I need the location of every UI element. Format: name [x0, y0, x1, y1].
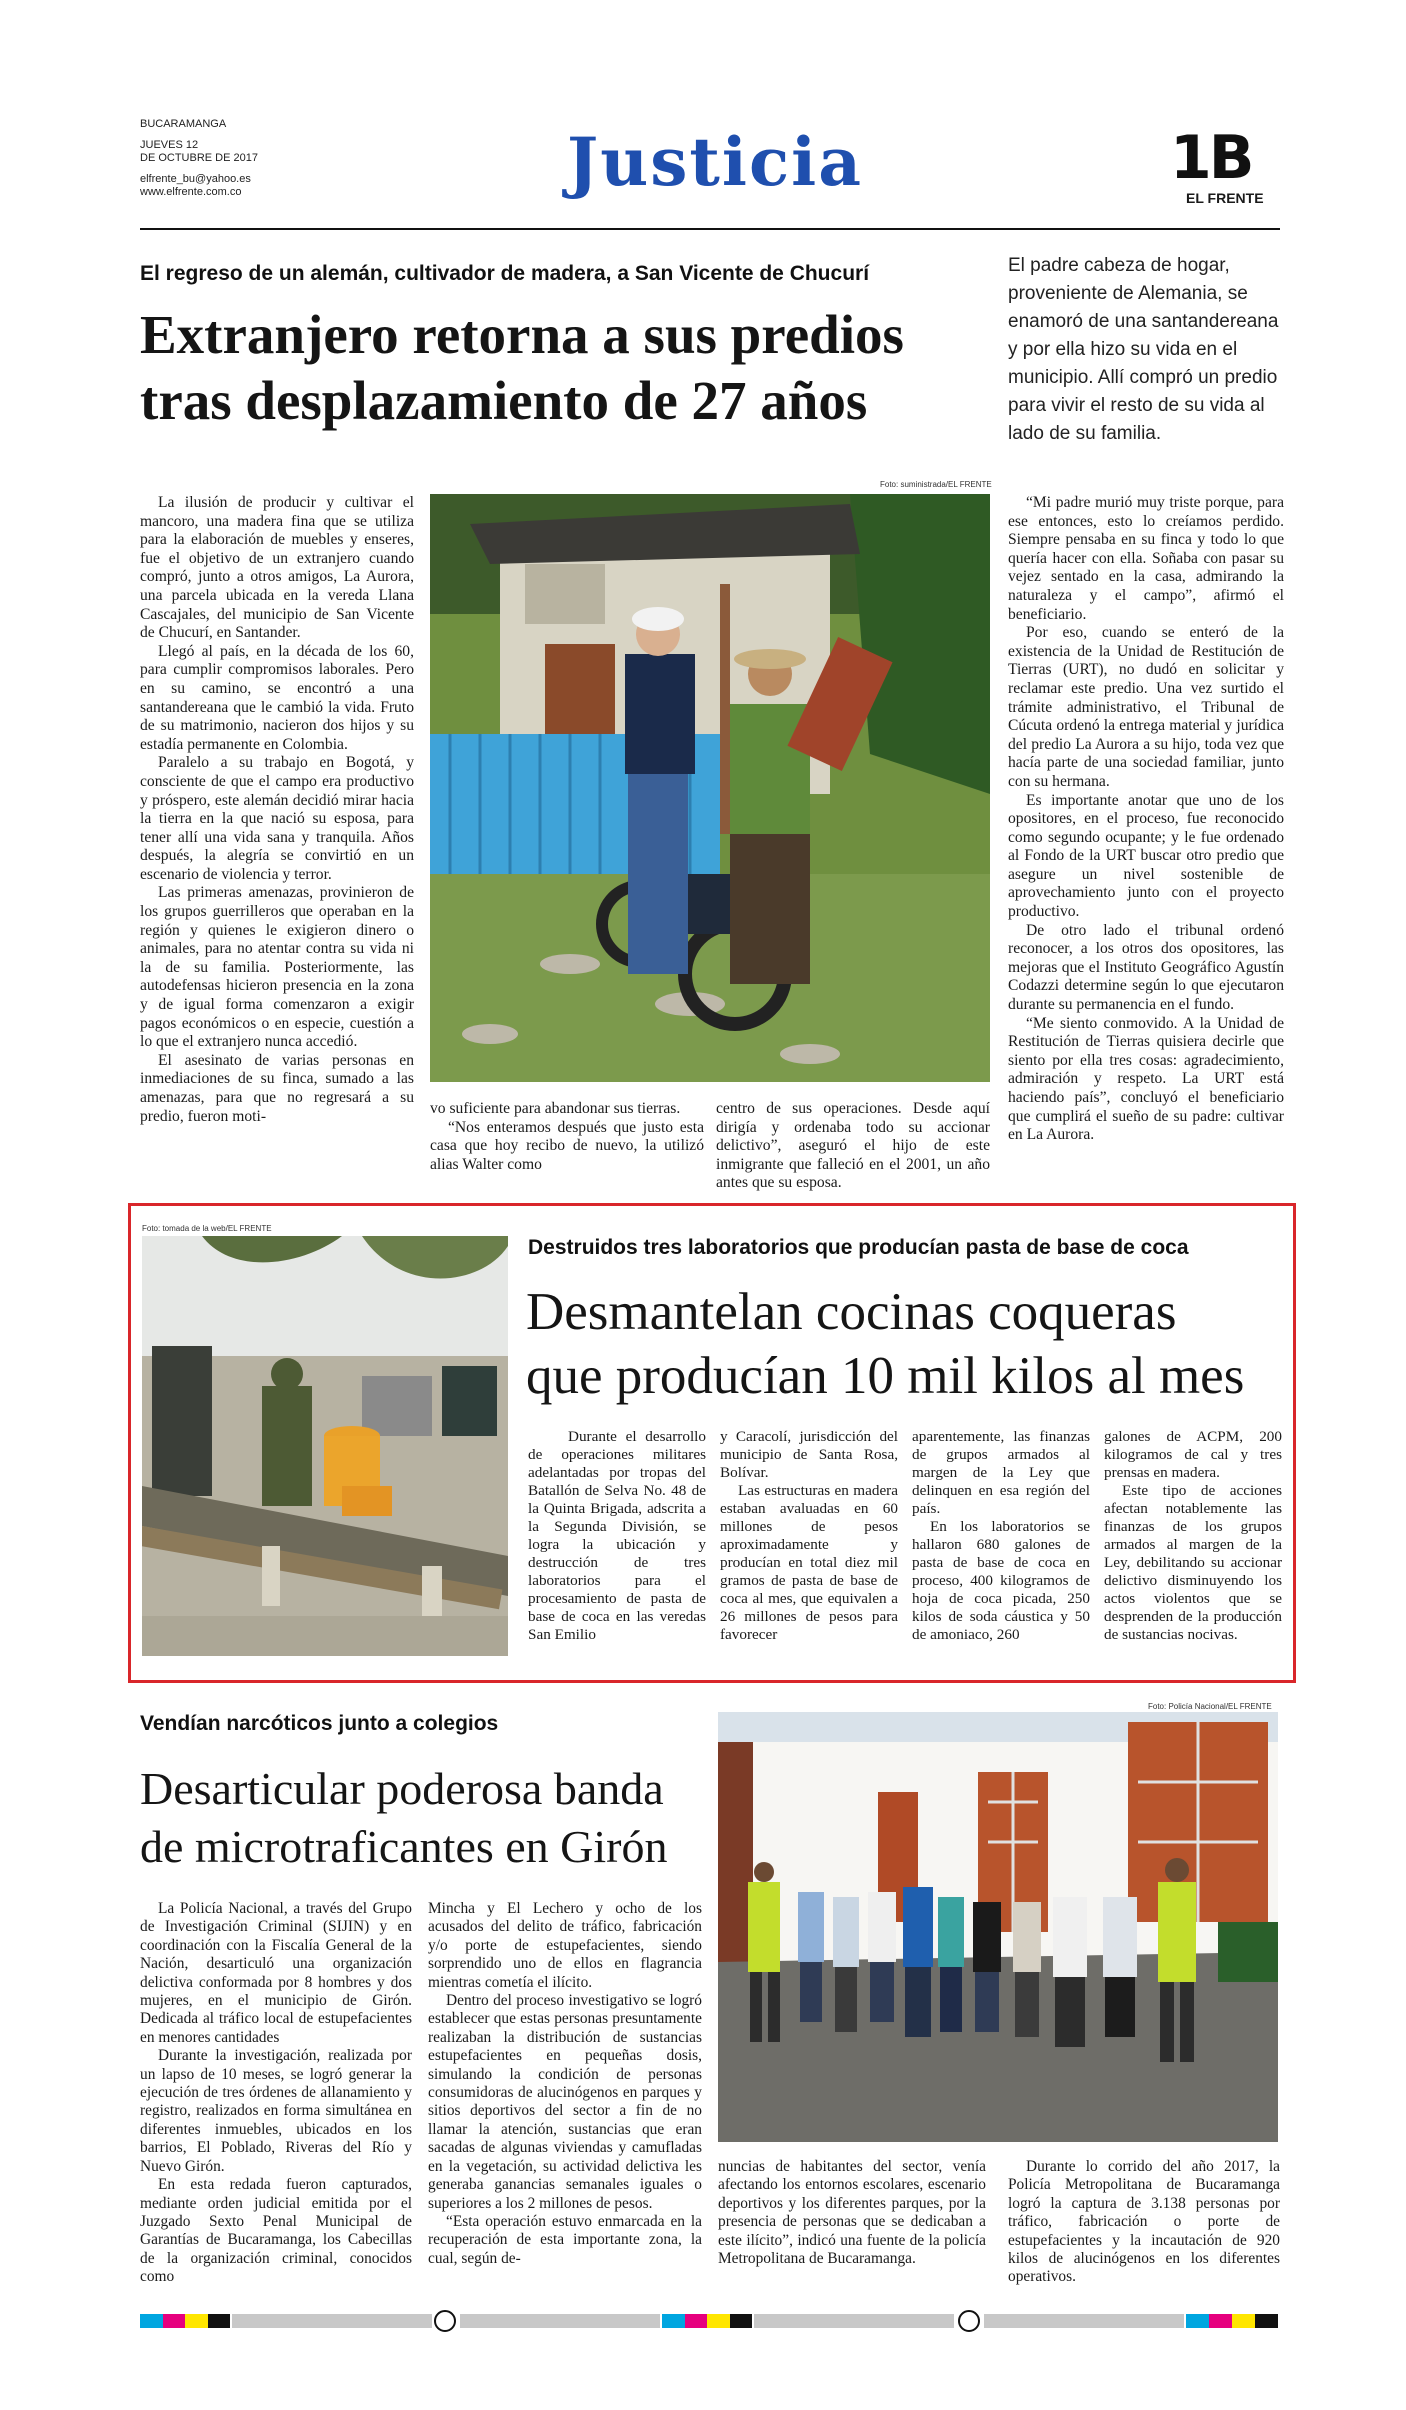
registration-target-icon [958, 2310, 980, 2332]
article1-headline-line2: tras desplazamiento de 27 años [140, 370, 868, 431]
email: elfrente_bu@yahoo.es [140, 173, 251, 185]
article3-kicker: Vendían narcóticos junto a colegios [140, 1712, 499, 1735]
article2-photo [142, 1236, 508, 1656]
paragraph: Mincha y El Lechero y ocho de los acusados del delito de tráfico, fabricación y/o porte de estupefacientes, siendo sorprendido uno de ellos en flagrancia mientras cometía el ilícito. [428, 1900, 702, 1991]
paragraph: La ilusión de producir y cultivar el mancoro, una madera fina que se utiliza para la elaboración de muebles y enseres, fue el objetivo de un extranjero cuando compró, junto a otros amigos, La Aurora, una parcela ubicada en la vereda Llana Cascajales, del municipio de San Vicente de Chucurí, en Santander. [140, 494, 414, 642]
paragraph: “Me siento conmovido. A la Unidad de Restitución de Tierras quisiera decirle que siento por ella tres cosas: agradecimiento, admiración y respeto. La URT está haciendo país”, concluyó el beneficiario que cumplirá el sueño de su padre: cultivar en La Aurora. [1008, 1014, 1284, 1144]
article3-col2 [428, 1900, 702, 2268]
paragraph: Durante el desarrollo de operaciones militares adelantadas por tropas del Batallón de Selva No. 48 de la Quinta Brigada, adscrita a la Segunda División, se logra la ubicación y destrucción de tres laboratorios para el procesamiento de pasta de base de coca en las veredas San Emilio [528, 1428, 706, 1643]
paragraph: “Esta operación estuvo enmarcada en la recuperación de esta importante zona, la cual, según de- [428, 2212, 702, 2267]
article2-col3 [912, 1428, 1090, 1644]
paragraph: Por eso, cuando se enteró de la existencia de la Unidad de Restitución de Tierras (URT), no dudó en solicitar y reclamar este predio. Una vez surtido el trámite administrativo, el Tribunal de Cúcuta ordenó la entrega material y jurídica del predio La Aurora a su hijo, toda vez que hacía parte de una sociedad familiar, junto con su hermana. [1008, 624, 1284, 790]
gray-bar [232, 2314, 432, 2328]
registration-target-icon [434, 2310, 456, 2332]
paragraph: El asesinato de varias personas en inmediaciones de su finca, sumado a las amenazas, para que no regresará a su predio, fueron moti- [140, 1051, 414, 1125]
paragraph: galones de ACPM, 200 kilogramos de cal y tres prensas en madera. [1104, 1428, 1282, 1481]
paragraph: nuncias de habitantes del sector, venía afectando los entornos escolares, escenario deportivos y los diferentes parques, por la presencia de personas que se dedicaban a este ilícito”, indicó una fuente de la policía Metropolitana de Bucaramanga. [718, 2158, 986, 2268]
article1-col2 [430, 1100, 704, 1174]
paragraph: Las primeras amenazas, provinieron de los grupos guerrilleros que operaban en la región y quienes le exigieron dinero o animales, para no atentar contra su vida ni la de su familia. Posteriormente, las autodefensas hicieron presencia en la zona y de igual forma comenzaron a exigir pagos económicos o en especie, cuestión a lo que el extranjero nunca accedió. [140, 884, 414, 1051]
color-registration-bar [140, 2314, 230, 2328]
paragraph: Paralelo a su trabajo en Bogotá, y consciente de que el campo era productivo y próspero, este alemán decidió mirar hacia la tierra en la que nació su esposa, para tener allí una vida sana y tranquila. Años después, la alegría se convirtió en un escenario de violencia y terror. [140, 754, 414, 883]
paragraph: “Mi padre murió muy triste porque, para ese entonces, esto lo creíamos perdido. Siempre pensaba en su finca y todo lo que quería hacer con ella. Soñaba con pasar su vejez sentado en la casa, admirando la naturaleza y el campo”, afirmó el beneficiario. [1008, 494, 1284, 623]
gray-bar [984, 2314, 1184, 2328]
article3-headline-line2: de microtraficantes en Girón [140, 1821, 668, 1872]
article2-col4 [1104, 1428, 1282, 1644]
paragraph: En esta redada fueron capturados, mediante orden judicial emitida por el Juzgado Sexto Penal Municipal de Garantías de Bucaramanga, los Cabecillas de la organización criminal, conocidos como [140, 2176, 412, 2286]
website: www.elfrente.com.co [140, 186, 242, 198]
color-registration-bar [662, 2314, 752, 2328]
paragraph: En los laboratorios se hallaron 680 galones de pasta de base de coca en proceso, 400 kilogramos de hoja de coca picada, 250 kilos de soda cáustica y 50 de amoniaco, 260 [912, 1518, 1090, 1643]
paragraph: “Nos enteramos después que justo esta casa que hoy recibo de nuevo, la utilizó alias Walter como [430, 1118, 704, 1173]
color-registration-bar [1186, 2314, 1278, 2328]
date-line1: JUEVES 12 [140, 139, 199, 151]
article3-col1 [140, 1900, 412, 2287]
city: BUCARAMANGA [140, 118, 227, 130]
article1-photo [430, 494, 990, 1082]
paragraph: centro de sus operaciones. Desde aquí dirigía y ordenaba todo su accionar delictivo”, aseguró el hijo de este inmigrante que falleció en el 2001, un año antes que su esposa. [716, 1100, 990, 1192]
paragraph: Durante lo corrido del año 2017, la Policía Metropolitana de Bucaramanga logró la captura de 3.138 personas por tráfico, fabricación o porte de estupefacientes y la incautación de 920 kilos de alucinógenos en los diferentes operativos. [1008, 2158, 1280, 2286]
paragraph: La Policía Nacional, a través del Grupo de Investigación Criminal (SIJIN) y en coordinación con la Fiscalía General de la Nación, desarticuló una organización delictiva conformada por 8 hombres y dos mujeres, en el municipio de Girón. Dedicada al tráfico local de estupefacientes en menores cantidades [140, 1900, 412, 2046]
article2-photo-credit: Foto: tomada de la web/EL FRENTE [142, 1224, 272, 1233]
paragraph: Dentro del proceso investigativo se logró establecer que estas personas presuntamente realizaban la distribución de sustancias estupefacientes en pequeñas dosis, simulando la condición de personas consumidoras de alucinógenos en parques y sitios deportivos del sector a fin de no llamar la atención, sustancias que eran sacadas de algunas viviendas y camufladas en la vegetación, su actividad delictiva les generaba ganancias semanales iguales o superiores a los 2 millones de pesos. [428, 1992, 702, 2212]
article2-headline-line1: Desmantelan cocinas coqueras [526, 1283, 1177, 1341]
article1-col1 [140, 494, 414, 1126]
article3-photo-credit: Foto: Policía Nacional/EL FRENTE [1148, 1702, 1272, 1711]
paragraph: Es importante anotar que uno de los opositores, en el proceso, fue reconocido como segundo ocupante; y le fue ordenado al Fondo de la URT buscar otro predio que asegure un nivel sostenible de aprovechamiento junto con el proyecto productivo. [1008, 791, 1284, 921]
paragraph: Durante la investigación, realizada por un lapso de 10 meses, se logró generar la ejecución de tres órdenes de allanamiento y registro, realizados en forma simultánea en diferentes inmuebles, ubicados en los barrios, El Poblado, Riveras del Río y Nuevo Girón. [140, 2047, 412, 2175]
article1-kicker: El regreso de un alemán, cultivador de madera, a San Vicente de Chucurí [140, 262, 870, 285]
paragraph: Llegó al país, en la década de los 60, para cumplir compromisos laborales. Pero en su camino, se encontró a una santandereana que le cambió la vida. Fruto de su matrimonio, nacieron dos hijos y su estadía permanente en Colombia. [140, 642, 414, 753]
article3-headline-line1: Desarticular poderosa banda [140, 1763, 664, 1814]
paragraph: Este tipo de acciones afectan notablemente las finanzas de los grupos armados al margen de la Ley, debilitando su accionar delictivo disminuyendo los actos violentos que se desprenden de la producción de sustancias nocivas. [1104, 1482, 1282, 1643]
article1-photo-credit: Foto: suministrada/EL FRENTE [880, 480, 992, 489]
section-title: Justicia [567, 123, 863, 201]
article2-headline [526, 1280, 1286, 1408]
article2-col2 [720, 1428, 898, 1644]
paragraph: Las estructuras en madera estaban avaluadas en 60 millones de pesos aproximadamente y producían en total diez mil gramos de pasta de base de coca al mes, que equivalen a 26 millones de pesos para favorecer [720, 1482, 898, 1643]
article1-lede: El padre cabeza de hogar, proveniente de Alemania, se enamoró de una santandereana y por ella hizo su vida en el municipio. Allí compró un predio para vivir el resto de su vida al lado de su familia. [1008, 255, 1279, 444]
article1-col4 [1008, 494, 1284, 1145]
paragraph: aparentemente, las finanzas de grupos armados al margen de la Ley que delinquen en esa región del país. [912, 1428, 1090, 1517]
header-rule [140, 228, 1280, 230]
paragraph: De otro lado el tribunal ordenó reconocer, a los otros dos opositores, las mejoras que el Instituto Geográfico Agustín Codazzi determine según lo que ejecutaron durante su permanencia en el fundo. [1008, 921, 1284, 1014]
gray-bar [460, 2314, 660, 2328]
paragraph: y Caracolí, jurisdicción del municipio de Santa Rosa, Bolívar. [720, 1428, 898, 1481]
gray-bar [754, 2314, 954, 2328]
article3-photo [718, 1712, 1278, 2142]
header-info [140, 118, 340, 199]
publication-name: EL FRENTE [1186, 190, 1264, 206]
article2-col1 [528, 1428, 706, 1644]
page-number: 1B [1170, 123, 1252, 193]
article3-col3 [718, 2158, 986, 2268]
article2-kicker: Destruidos tres laboratorios que producían pasta de base de coca [528, 1236, 1189, 1259]
date-line2: DE OCTUBRE DE 2017 [140, 152, 258, 164]
article3-col4 [1008, 2158, 1280, 2287]
article1-headline-line1: Extranjero retorna a sus predios [140, 304, 904, 365]
article1-col3 [716, 1100, 990, 1193]
article2-headline-line2: que producían 10 mil kilos al mes [526, 1347, 1245, 1405]
paragraph: vo suficiente para abandonar sus tierras. [430, 1100, 681, 1117]
article3-headline [140, 1760, 720, 1876]
article1-headline [140, 302, 1010, 434]
